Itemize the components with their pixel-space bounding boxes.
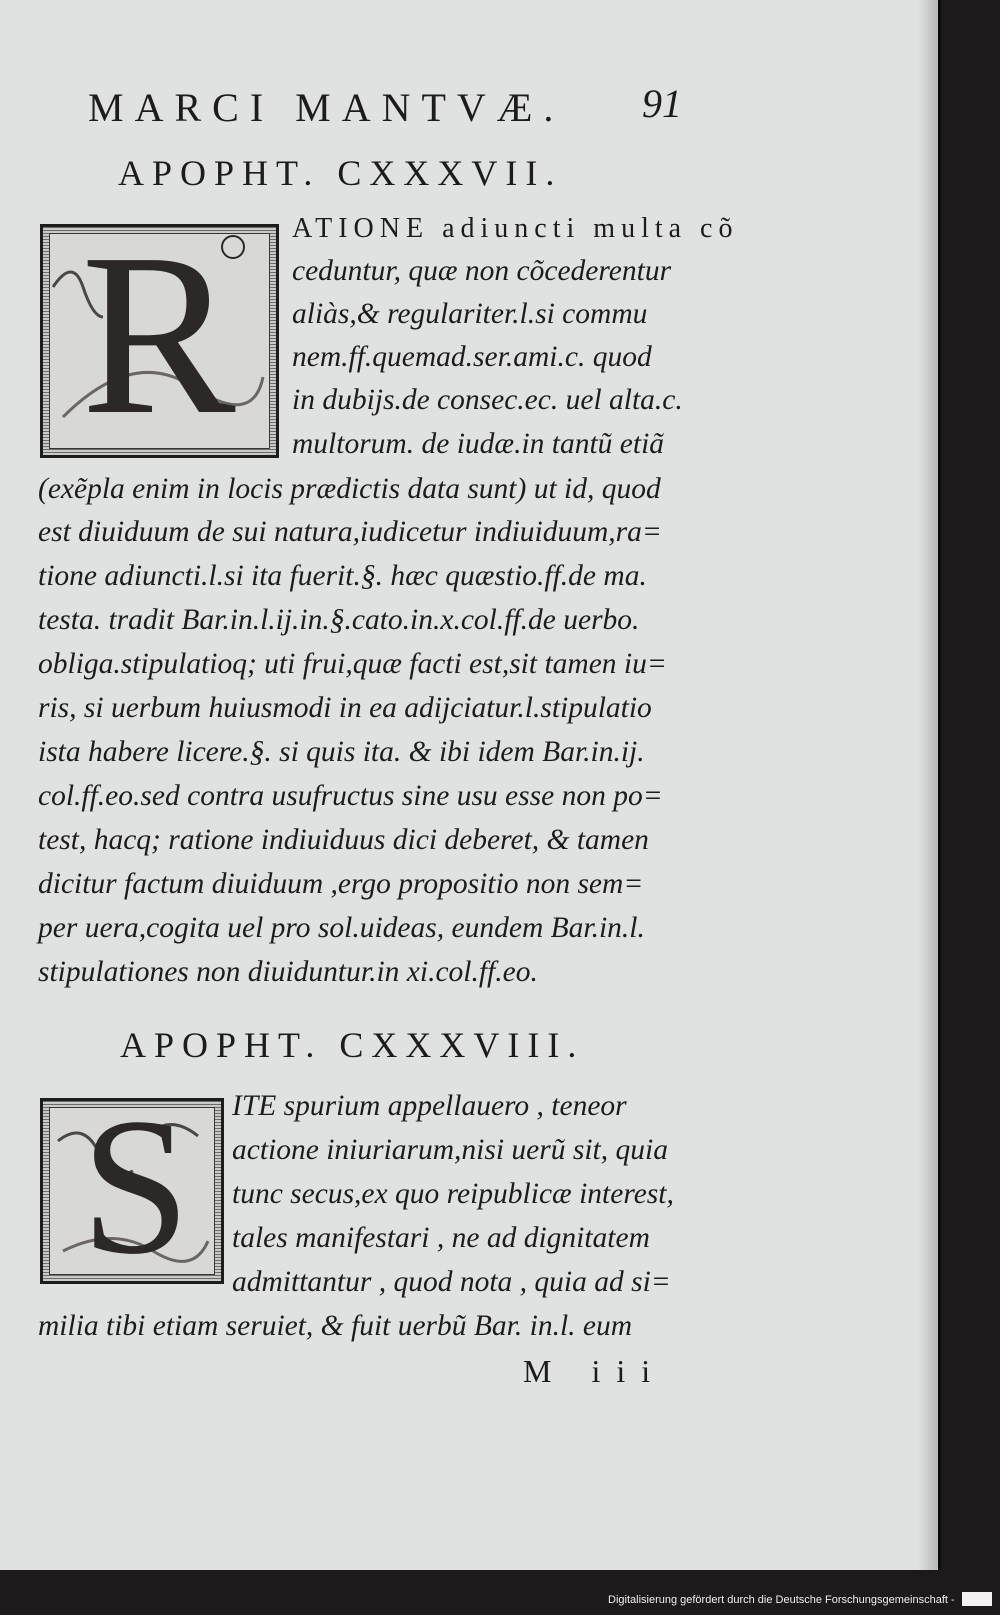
text-line: tunc secus,ex quo reipublicæ interest, [232, 1178, 674, 1210]
decorated-initial-r [40, 224, 279, 458]
text-line: est diuiduum de sui natura,iudicetur indiuiduum,ra= [38, 516, 662, 548]
section-heading-2: APOPHT. CXXXVIII. [120, 1025, 585, 1065]
text-line: stipulationes non diuiduntur.in xi.col.ff.eo. [38, 956, 538, 988]
page-number: 91 [642, 81, 682, 126]
text-line: ITE spurium appellauero , teneor [232, 1090, 627, 1122]
text-line: nem.ff.quemad.ser.ami.c. quod [292, 341, 652, 373]
text-line: obliga.stipulatioq; uti frui,quæ facti est,sit tamen iu= [38, 648, 667, 680]
text-line: milia tibi etiam seruiet, & fuit uerbũ Bar. in.l. eum [38, 1310, 633, 1342]
text-line: aliàs,& regulariter.l.si commu [292, 298, 648, 330]
text-line: admittantur , quod nota , quia ad si= [232, 1266, 671, 1298]
text-line: col.ff.eo.sed contra usufructus sine usu esse non po= [38, 780, 663, 812]
text-line: ATIONE adiuncti multa cõ [292, 213, 739, 244]
text-line: (exẽpla enim in locis prædictis data sunt) ut id, quod [38, 473, 661, 505]
digitization-credit: Digitalisierung gefördert durch die Deutsche Forschungsgemeinschaft - [608, 1594, 955, 1606]
text-line: tione adiuncti.l.si ita fuerit.§. hæc quæstio.ff.de ma. [38, 560, 647, 592]
text-line: dicitur factum diuiduum ,ergo propositio non sem= [38, 868, 644, 900]
text-line: ris, si uerbum huiusmodi in ea adijciatur.l.stipulatio [38, 692, 652, 724]
text-line: ceduntur, quæ non cõcederentur [292, 255, 672, 287]
running-head: MARCI MANTVÆ. [88, 85, 565, 130]
signature-mark: M iii [523, 1353, 667, 1389]
text-line: ista habere licere.§. si quis ita. & ibi idem Bar.in.ij. [38, 736, 645, 768]
text-line: multorum. de iudæ.in tantũ etiã [292, 428, 665, 460]
page-edge-shadow [918, 0, 938, 1570]
initial-letter-r: R [81, 224, 236, 458]
text-line: in dubijs.de consec.ec. uel alta.c. [292, 384, 683, 416]
decorated-initial-s [40, 1098, 224, 1284]
text-line: actione iniuriarum,nisi uerũ sit, quia [232, 1134, 668, 1166]
text-line: test, hacq; ratione indiuiduus dici deberet, & tamen [38, 824, 649, 856]
text-line: testa. tradit Bar.in.l.ij.in.§.cato.in.x.col.ff.de uerbo. [38, 604, 640, 636]
initial-letter-s: S [81, 1098, 191, 1284]
section-heading-1: APOPHT. CXXXVII. [118, 153, 563, 193]
text-line: per uera,cogita uel pro sol.uideas, eundem Bar.in.l. [38, 912, 645, 944]
text-line: tales manifestari , ne ad dignitatem [232, 1222, 650, 1254]
dfg-logo [962, 1592, 992, 1606]
